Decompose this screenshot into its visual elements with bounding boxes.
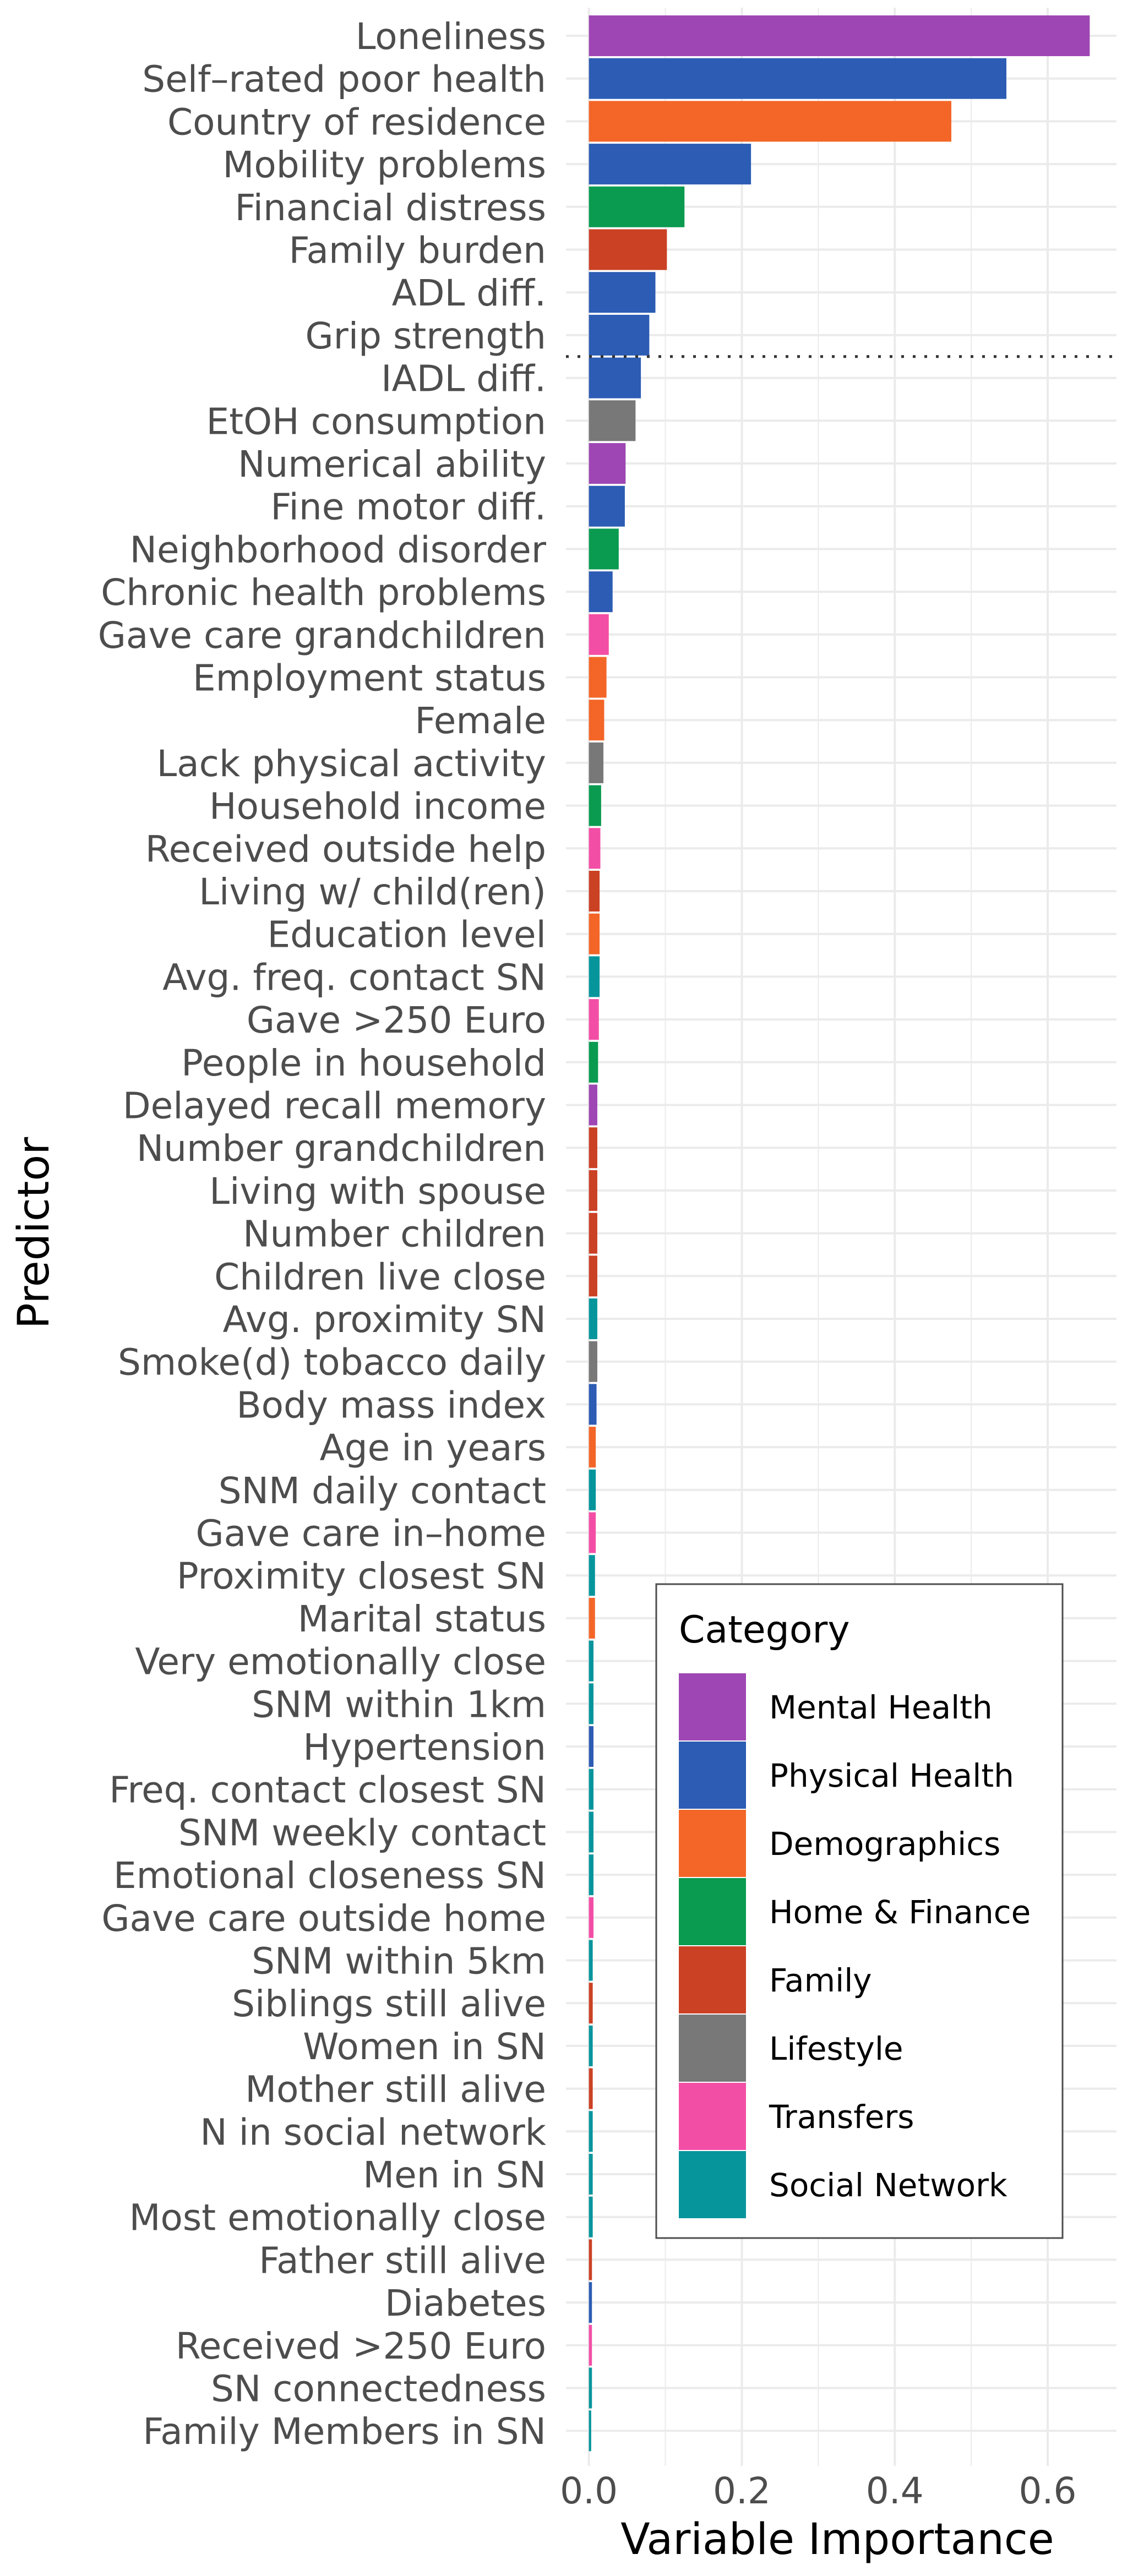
legend-swatch-mental-health xyxy=(679,1673,746,1740)
legend xyxy=(656,1584,1063,2238)
bar-age-in-years xyxy=(589,1427,596,1467)
y-tick-label: Body mass index xyxy=(236,1384,546,1427)
bar-living-w-child-ren xyxy=(589,871,600,912)
y-tick-label: People in household xyxy=(181,1041,546,1084)
bar-employment-status xyxy=(589,657,607,698)
y-tick-label: Men in SN xyxy=(363,2154,546,2196)
y-tick-label: SNM within 1km xyxy=(252,1683,546,1726)
y-tick-label: Employment status xyxy=(192,657,546,700)
bar-marital-status xyxy=(589,1598,595,1639)
bar-financial-distress xyxy=(589,187,685,227)
bar-women-in-sn xyxy=(589,2026,593,2066)
bar-neighborhood-disorder xyxy=(589,528,619,569)
y-axis-title: Predictor xyxy=(9,1137,59,1329)
y-tick-label: Hypertension xyxy=(303,1726,546,1769)
y-tick-label: Gave care outside home xyxy=(101,1897,546,1940)
bar-delayed-recall-memory xyxy=(589,1085,597,1126)
y-tick-label: Siblings still alive xyxy=(232,1983,546,2026)
y-tick-label: Lack physical activity xyxy=(156,742,546,785)
y-tick-label: SN connectedness xyxy=(210,2367,546,2410)
y-tick-label: Education level xyxy=(267,913,546,956)
bar-self-rated-poor-health xyxy=(589,58,1006,99)
y-tick-label: Fine motor diff. xyxy=(270,485,546,528)
y-tick-label: Living with spouse xyxy=(209,1170,546,1213)
bar-sn-connectedness xyxy=(589,2368,592,2409)
legend-label: Lifestyle xyxy=(769,2030,903,2067)
bar-number-grandchildren xyxy=(589,1127,597,1168)
y-tick-label: Marital status xyxy=(297,1597,546,1640)
bar-country-of-residence xyxy=(589,101,951,141)
legend-swatch-lifestyle xyxy=(679,2015,746,2082)
bar-n-in-social-network xyxy=(589,2111,593,2152)
bar-fine-motor-diff xyxy=(589,486,625,527)
x-tick-label: 0.4 xyxy=(865,2470,924,2512)
y-tick-label: Financial distress xyxy=(235,186,546,229)
bar-father-still-alive xyxy=(589,2239,592,2280)
y-tick-label: Most emotionally close xyxy=(129,2196,546,2239)
bar-proximity-closest-sn xyxy=(589,1555,595,1596)
y-tick-label: Number grandchildren xyxy=(136,1127,546,1170)
y-tick-label: Emotional closeness SN xyxy=(113,1854,546,1897)
bar-gave-care-grandchildren xyxy=(589,614,609,655)
bar-mother-still-alive xyxy=(589,2069,593,2109)
bar-loneliness xyxy=(589,15,1090,56)
y-tick-label: Smoke(d) tobacco daily xyxy=(117,1341,546,1384)
y-tick-label: Neighborhood disorder xyxy=(129,528,546,571)
bar-people-in-household xyxy=(589,1042,598,1083)
legend-swatch-family xyxy=(679,1946,746,2013)
y-tick-label: Family Members in SN xyxy=(143,2410,546,2453)
y-tick-label: Living w/ child(ren) xyxy=(199,871,546,913)
y-tick-label: Age in years xyxy=(319,1427,546,1470)
bar-gave-care-outside-home xyxy=(589,1897,593,1938)
bar-family-burden xyxy=(589,230,667,270)
y-tick-label: Self–rated poor health xyxy=(142,58,546,101)
y-tick-label: Avg. proximity SN xyxy=(222,1298,546,1341)
x-tick-label: 0.0 xyxy=(560,2470,618,2512)
bar-household-income xyxy=(589,785,601,826)
legend-title: Category xyxy=(679,1608,850,1652)
y-tick-label: Freq. contact closest SN xyxy=(109,1769,546,1811)
y-tick-label: SNM daily contact xyxy=(218,1469,546,1512)
y-tick-label: Grip strength xyxy=(305,314,546,357)
bar-female xyxy=(589,700,604,740)
y-tick-label: Proximity closest SN xyxy=(176,1555,546,1598)
legend-swatch-transfers xyxy=(679,2083,746,2150)
y-tick-label: Mother still alive xyxy=(245,2068,546,2111)
bar-gave-250-euro xyxy=(589,999,599,1040)
y-tick-label: Diabetes xyxy=(385,2282,546,2325)
y-tick-label: Avg. freq. contact SN xyxy=(162,956,546,999)
bar-gave-care-in-home xyxy=(589,1513,596,1553)
x-axis-title: Variable Importance xyxy=(620,2515,1054,2564)
y-tick-label: Received outside help xyxy=(145,828,546,871)
y-tick-label: Numerical ability xyxy=(238,443,546,485)
bar-iadl-diff xyxy=(589,358,641,399)
bar-siblings-still-alive xyxy=(589,1983,593,2023)
bar-family-members-in-sn xyxy=(589,2410,591,2451)
legend-swatch-demographics xyxy=(679,1810,746,1877)
y-tick-label: Children live close xyxy=(214,1256,546,1298)
y-tick-label: Gave >250 Euro xyxy=(246,999,546,1042)
legend-label: Demographics xyxy=(769,1825,1001,1863)
y-tick-label: Very emotionally close xyxy=(135,1640,546,1683)
bar-hypertension xyxy=(589,1726,593,1767)
bar-very-emotionally-close xyxy=(589,1641,593,1682)
y-tick-label: Received >250 Euro xyxy=(175,2324,546,2367)
bar-snm-within-1km xyxy=(589,1683,593,1724)
y-tick-label: Women in SN xyxy=(303,2025,546,2068)
bar-diabetes xyxy=(589,2282,592,2323)
legend-swatch-home-finance xyxy=(679,1878,746,1945)
bar-etoh-consumption xyxy=(589,400,636,441)
legend-label: Mental Health xyxy=(769,1689,993,1726)
y-tick-label: Loneliness xyxy=(355,15,546,58)
y-tick-label: Female xyxy=(415,700,546,743)
bar-chronic-health-problems xyxy=(589,571,613,612)
bar-children-live-close xyxy=(589,1256,597,1296)
x-tick-label: 0.2 xyxy=(712,2470,771,2512)
bar-lack-physical-activity xyxy=(589,743,603,783)
y-tick-labels xyxy=(98,15,547,2453)
bar-smoke-d-tobacco-daily xyxy=(589,1341,597,1382)
legend-label: Social Network xyxy=(769,2166,1007,2204)
legend-label: Transfers xyxy=(769,2098,914,2136)
bar-adl-diff xyxy=(589,272,656,313)
legend-swatch-physical-health xyxy=(679,1742,746,1809)
bar-men-in-sn xyxy=(589,2154,593,2195)
legend-label: Home & Finance xyxy=(769,1893,1031,1931)
bar-freq-contact-closest-sn xyxy=(589,1769,593,1810)
bar-snm-weekly-contact xyxy=(589,1811,593,1852)
legend-swatch-social-network xyxy=(679,2151,746,2218)
y-tick-label: ADL diff. xyxy=(391,272,546,315)
y-tick-label: IADL diff. xyxy=(381,357,546,400)
bar-number-children xyxy=(589,1213,597,1254)
y-tick-label: Number children xyxy=(243,1213,546,1256)
y-tick-label: Chronic health problems xyxy=(101,571,546,614)
bar-received-250-euro xyxy=(589,2325,592,2366)
y-tick-label: Gave care grandchildren xyxy=(97,614,546,657)
bar-numerical-ability xyxy=(589,443,626,484)
y-tick-label: Father still alive xyxy=(259,2239,546,2282)
y-tick-label: SNM within 5km xyxy=(252,1940,546,1983)
y-tick-label: EtOH consumption xyxy=(206,400,546,443)
bar-education-level xyxy=(589,914,600,954)
bar-most-emotionally-close xyxy=(589,2197,593,2237)
x-tick-labels xyxy=(560,2470,1076,2512)
bar-body-mass-index xyxy=(589,1384,597,1425)
y-tick-label: Gave care in–home xyxy=(195,1512,546,1555)
bar-snm-daily-contact xyxy=(589,1470,596,1510)
bar-living-with-spouse xyxy=(589,1170,597,1211)
y-tick-label: N in social network xyxy=(200,2111,546,2154)
bar-avg-freq-contact-sn xyxy=(589,956,600,997)
legend-label: Physical Health xyxy=(769,1757,1014,1794)
legend-label: Family xyxy=(769,1962,872,1999)
bar-avg-proximity-sn xyxy=(589,1298,597,1339)
y-tick-label: Delayed recall memory xyxy=(122,1084,546,1127)
x-tick-label: 0.6 xyxy=(1018,2470,1077,2512)
y-tick-label: Household income xyxy=(209,785,546,828)
bar-grip-strength xyxy=(589,315,650,356)
y-tick-label: Country of residence xyxy=(167,101,546,144)
y-tick-label: Mobility problems xyxy=(222,144,546,187)
bar-snm-within-5km xyxy=(589,1940,593,1981)
bar-received-outside-help xyxy=(589,828,601,869)
y-tick-label: Family burden xyxy=(288,229,546,272)
bar-mobility-problems xyxy=(589,144,751,184)
bar-emotional-closeness-sn xyxy=(589,1854,593,1895)
y-tick-label: SNM weekly contact xyxy=(178,1811,546,1854)
